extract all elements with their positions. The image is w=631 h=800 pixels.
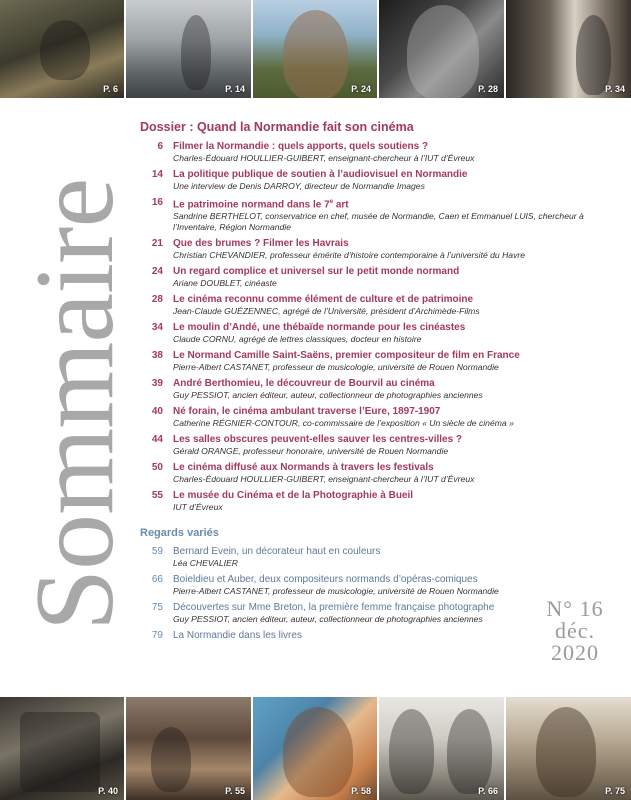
photo-page-label: P. 55 (225, 786, 245, 796)
entry-text (173, 349, 615, 373)
entry-author: Sandrine BERTHELOT, conservatrice en chef, musée de Normandie, Caen et Emmanuel LUIS, chercheur à l’Inventaire, Région Normandie (173, 211, 584, 233)
entry-author: Charles-Édouard HOULLIER-GUIBERT, enseignant-chercheur à l’IUT d’Évreux (173, 474, 475, 485)
entry-title: Découvertes sur Mme Breton, la première femme française photographe (173, 602, 495, 614)
entry-page-number: 38 (151, 350, 163, 362)
entry-page-number: 28 (151, 294, 163, 306)
toc-entry[interactable] (140, 237, 615, 261)
entry-title: Le cinéma reconnu comme élément de culture et de patrimoine (173, 294, 474, 306)
entry-text (173, 405, 615, 429)
vertical-title (13, 118, 137, 693)
entry-page-number: 14 (151, 169, 163, 180)
entry-page-number: 16 (151, 197, 163, 208)
photo-projector (0, 697, 126, 800)
entry-title: Né forain, le cinéma ambulant traverse l’Eure, 1897-1907 (173, 406, 441, 418)
entry-title: Le Normand Camille Saint-Saëns, premier compositeur de film en France (173, 350, 520, 362)
entry-page-number: 79 (151, 630, 163, 642)
photo-staircase (506, 0, 631, 98)
regards-heading: Regards variés (140, 527, 219, 540)
photo-page-label: P. 14 (225, 84, 245, 94)
photo-page-label: P. 75 (605, 786, 625, 796)
entry-title: La politique publique de soutien à l’audiovisuel en Normandie (173, 169, 468, 180)
entry-page-number: 24 (151, 266, 163, 278)
entry-author: Gérald ORANGE, professeur honoraire, université de Rouen Normandie (173, 446, 449, 457)
entry-author: Christian CHEVANDIER, professeur émérite d’histoire contemporaine à l’université du Havre (173, 250, 526, 261)
toc-entry[interactable] (140, 573, 615, 597)
issue-month: déc. (554, 618, 596, 643)
entry-page-number: 39 (151, 378, 163, 390)
entry-page-number: 55 (151, 490, 163, 502)
toc-entry[interactable] (140, 461, 615, 485)
entry-author: Jean-Claude GUÉZENNEC, agrégé de l’Université, président d’Archimède-Films (173, 306, 480, 317)
photo-page-label: P. 24 (351, 84, 371, 94)
entry-title-part: Le patrimoine normand dans le 7 (173, 199, 330, 211)
issue-info (535, 598, 615, 664)
entry-author: Léa CHEVALIER (173, 558, 238, 569)
entry-text (173, 140, 615, 164)
entry-title: André Berthomieu, le découvreur de Bourvil au cinéma (173, 378, 435, 390)
toc-entry[interactable] (140, 265, 615, 289)
entry-title: Que des brumes ? Filmer les Havrais (173, 238, 349, 250)
entry-author: Claude CORNU, agrégé de lettres classiques, docteur en histoire (173, 334, 422, 345)
entry-page-number: 44 (151, 434, 163, 446)
entry-title (173, 196, 615, 211)
issue-number: N° 16 (546, 596, 604, 621)
entry-text (173, 489, 615, 513)
entry-author: Ariane DOUBLET, cinéaste (173, 278, 277, 289)
entry-title: Le musée du Cinéma et de la Photographie à Bueil (173, 490, 414, 502)
entry-title: Les salles obscures peuvent-elles sauver les centres-villes ? (173, 434, 463, 446)
entry-title: La Normandie dans les livres (173, 630, 302, 642)
entry-author: Guy PESSIOT, ancien éditeur, auteur, collectionneur de photographies anciennes (173, 614, 483, 625)
toc-entry[interactable] (140, 321, 615, 345)
toc-entry[interactable] (140, 405, 615, 429)
entry-page-number: 50 (151, 462, 163, 474)
entry-page-number: 34 (151, 322, 163, 334)
entry-title-end: art (333, 199, 349, 211)
entry-text (173, 321, 615, 345)
entry-text (173, 293, 615, 317)
entry-author: Catherine RÉGNIER-CONTOUR, co-commissaire de l’exposition « Un siècle de cinéma » (173, 418, 514, 429)
entry-title: Bernard Evein, un décorateur haut en couleurs (173, 546, 381, 558)
photo-film-camera (0, 0, 126, 98)
entry-author: IUT d’Évreux (173, 502, 223, 513)
toc-entry[interactable] (140, 433, 615, 457)
toc-entry[interactable] (140, 377, 615, 401)
toc-entry[interactable] (140, 489, 615, 513)
entry-page-number: 75 (151, 602, 163, 614)
entry-title: Un regard complice et universel sur le petit monde normand (173, 266, 460, 278)
sommaire-title: Sommaire (13, 178, 137, 632)
issue-year: 2020 (551, 640, 599, 665)
photo-page-label: P. 58 (351, 786, 371, 796)
entry-title-sup: e (329, 199, 334, 205)
entry-text (173, 265, 615, 289)
photo-interior (126, 697, 253, 800)
toc-entry[interactable] (140, 545, 615, 569)
toc-entry[interactable] (140, 349, 615, 373)
entry-text (173, 377, 615, 401)
entry-page-number: 6 (157, 141, 163, 152)
entry-author: Guy PESSIOT, ancien éditeur, auteur, collectionneur de photographies anciennes (173, 390, 483, 401)
entry-text (173, 433, 615, 457)
entry-page-number: 21 (151, 238, 163, 250)
photo-page-label: P. 34 (605, 84, 625, 94)
photo-child-ball (126, 0, 253, 98)
toc-entry[interactable] (140, 293, 615, 317)
entry-text (173, 196, 615, 233)
entry-text (173, 168, 615, 192)
entry-author: Une interview de Denis DARROY, directeur de Normandie Images (173, 181, 425, 191)
entry-title: Boieldieu et Auber, deux compositeurs normands d’opéras-comiques (173, 574, 478, 586)
dossier-heading: Dossier : Quand la Normandie fait son cinéma (140, 120, 414, 134)
entry-title: Filmer la Normandie : quels apports, quels soutiens ? (173, 141, 429, 152)
bottom-photo-strip (0, 697, 631, 800)
toc-entry[interactable] (140, 196, 615, 233)
entry-author: Pierre-Albert CASTANET, professeur de musicologie, université de Rouen Normandie (173, 586, 499, 597)
toc-entry[interactable] (140, 140, 615, 164)
photo-mme-breton (506, 697, 631, 800)
toc-entry[interactable] (140, 168, 615, 192)
photo-portrait-woman (253, 0, 379, 98)
entry-text (173, 545, 615, 569)
entry-text (173, 237, 615, 261)
photo-comic-couple (253, 697, 379, 800)
photo-page-label: P. 28 (478, 84, 498, 94)
entry-page-number: 66 (151, 574, 163, 586)
entry-page-number: 40 (151, 406, 163, 418)
table-of-contents (140, 120, 615, 646)
photo-composers-portraits (379, 697, 506, 800)
photo-page-label: P. 66 (478, 786, 498, 796)
photo-portrait-man (379, 0, 506, 98)
entry-text (173, 461, 615, 485)
entry-author: Charles-Édouard HOULLIER-GUIBERT, enseignant-chercheur à l’IUT d’Évreux (173, 153, 475, 163)
photo-page-label: P. 6 (103, 84, 118, 94)
entry-page-number: 59 (151, 546, 163, 558)
photo-page-label: P. 40 (98, 786, 118, 796)
entry-text (173, 573, 615, 597)
entry-title: Le moulin d’Andé, une thébaïde normande pour les cinéastes (173, 322, 466, 334)
entry-title: Le cinéma diffusé aux Normands à travers les festivals (173, 462, 434, 474)
dossier-list (140, 140, 615, 513)
top-photo-strip (0, 0, 631, 98)
entry-author: Pierre-Albert CASTANET, professeur de musicologie, université de Rouen Normandie (173, 362, 499, 373)
